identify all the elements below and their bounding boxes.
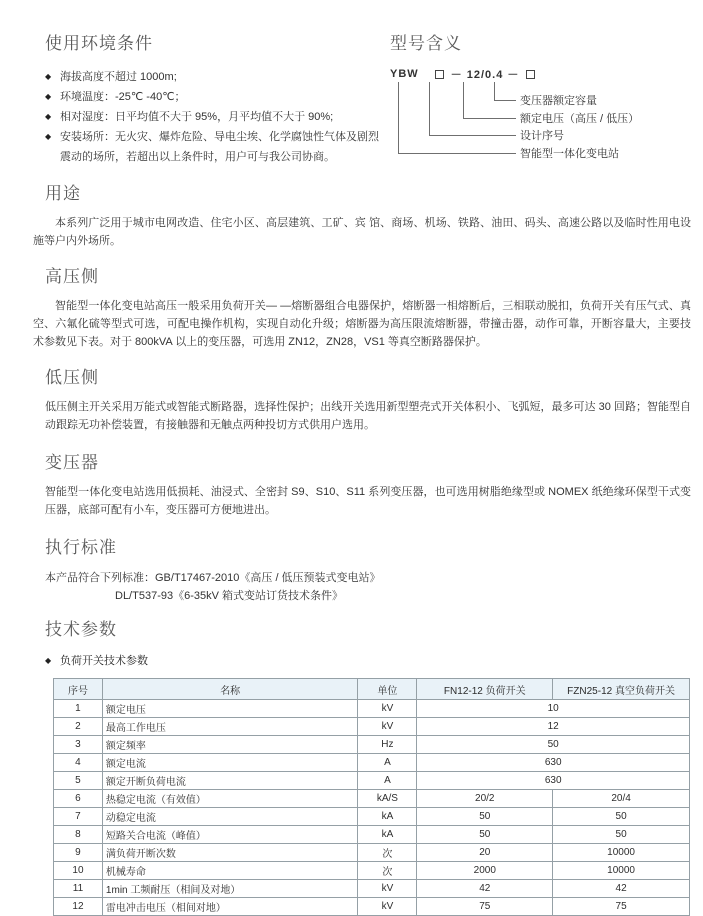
transformer-title: 变压器 — [45, 453, 99, 472]
cell-value: 20/2 — [417, 790, 553, 808]
diamond-bullet-icon: ◆ — [45, 72, 52, 81]
cell-unit: kA — [358, 808, 417, 826]
cell-no: 4 — [54, 754, 103, 772]
cell-name: 短路关合电流（峰值） — [102, 826, 358, 844]
cell-unit: kV — [358, 718, 417, 736]
cell-value: 75 — [553, 898, 690, 916]
model-code-prefix: YBW — [390, 68, 419, 80]
cell-name: 最高工作电压 — [102, 718, 358, 736]
load-switch-params-subtitle — [45, 653, 692, 669]
lv-side-text: 低压侧主开关采用万能式或智能式断路器，选择性保护；出线开关选用新型塑壳式开关体积小、飞弧短，最多可达 30 回路；智能型自动跟踪无功补偿装置，有接触器和无触点两种投切方式供用户选用。 — [45, 401, 691, 431]
cell-unit: kV — [358, 880, 417, 898]
top-section — [45, 33, 692, 167]
cell-name: 1min 工频耐压（相间及对地） — [102, 880, 358, 898]
load-switch-table — [53, 678, 690, 916]
cell-unit: kA — [358, 826, 417, 844]
model-meaning-title: 型号含义 — [390, 34, 462, 53]
diamond-bullet-icon: ◆ — [45, 92, 52, 101]
transformer-text: 智能型一体化变电站选用低损耗、油浸式、全密封 S9、S10、S11 系列变压器，也可选用树脂绝缘型或 NOMEX 纸绝缘环保型干式变压器，底部可配有小车，变压器可方便地进出。 — [45, 486, 691, 516]
header-fn12: FN12-12 负荷开关 — [417, 679, 553, 700]
table-body — [54, 700, 690, 916]
diamond-bullet-icon: ◆ — [45, 112, 52, 121]
table-row — [54, 844, 690, 862]
cell-value: 12 — [417, 718, 690, 736]
subtitle-text: 负荷开关技术参数 — [60, 655, 148, 667]
cell-no: 10 — [54, 862, 103, 880]
transformer-section — [45, 452, 692, 519]
model-code-diagram — [390, 68, 692, 165]
table-row — [54, 826, 690, 844]
table-row — [54, 790, 690, 808]
cell-value: 2000 — [417, 862, 553, 880]
cell-value: 50 — [417, 808, 553, 826]
table-row — [54, 880, 690, 898]
table-row — [54, 736, 690, 754]
cell-name: 额定电流 — [102, 754, 358, 772]
hv-side-section — [33, 266, 692, 351]
purpose-title: 用途 — [45, 184, 81, 203]
cell-no: 8 — [54, 826, 103, 844]
cell-value: 75 — [417, 898, 553, 916]
cell-value: 50 — [417, 826, 553, 844]
hv-side-title: 高压侧 — [45, 267, 99, 286]
diagram-label-voltage: 额定电压（高压 / 低压） — [520, 113, 640, 125]
diagram-label-capacity: 变压器额定容量 — [520, 95, 597, 107]
connector-line — [494, 82, 516, 101]
cell-name: 机械寿命 — [102, 862, 358, 880]
header-no: 序号 — [54, 679, 103, 700]
placeholder-box-icon — [526, 70, 535, 79]
cell-value: 20 — [417, 844, 553, 862]
cell-value: 50 — [553, 808, 690, 826]
cell-unit: 次 — [358, 862, 417, 880]
environment-conditions-section — [45, 33, 390, 167]
table-row — [54, 808, 690, 826]
diagram-label-design-no: 设计序号 — [520, 130, 564, 142]
cell-name: 雷电冲击电压（相间对地） — [102, 898, 358, 916]
cell-value: 42 — [553, 880, 690, 898]
cell-name: 热稳定电流（有效值） — [102, 790, 358, 808]
cell-name: 额定开断负荷电流 — [102, 772, 358, 790]
cell-no: 7 — [54, 808, 103, 826]
list-item — [45, 87, 390, 107]
cell-value: 10000 — [553, 844, 690, 862]
cell-value: 50 — [417, 736, 690, 754]
list-item-text: 安装场所：无火灾、爆炸危险、导电尘埃、化学腐蚀性气体及剧烈震动的场所，若超出以上条件时，用户可与我公司协商。 — [60, 131, 379, 163]
cell-value: 50 — [553, 826, 690, 844]
cell-name: 额定频率 — [102, 736, 358, 754]
list-item — [45, 107, 390, 127]
list-item-text: 海拔高度不超过 1000m; — [60, 71, 177, 83]
cell-value: 10000 — [553, 862, 690, 880]
cell-no: 3 — [54, 736, 103, 754]
table-row — [54, 700, 690, 718]
cell-value: 630 — [417, 754, 690, 772]
table-row — [54, 898, 690, 916]
diamond-bullet-icon: ◆ — [45, 656, 52, 665]
cell-unit: Hz — [358, 736, 417, 754]
standards-line-2: DL/T537-93《6-35kV 箱式变站订货技术条件》 — [115, 590, 343, 602]
cell-value: 42 — [417, 880, 553, 898]
cell-value: 10 — [417, 700, 690, 718]
cell-name: 满负荷开断次数 — [102, 844, 358, 862]
cell-unit: kA/S — [358, 790, 417, 808]
cell-no: 1 — [54, 700, 103, 718]
standards-title: 执行标准 — [45, 538, 117, 557]
header-fzn25: FZN25-12 真空负荷开关 — [553, 679, 690, 700]
cell-no: 9 — [54, 844, 103, 862]
cell-unit: kV — [358, 700, 417, 718]
list-item — [45, 127, 390, 167]
list-item-text: 环境温度：-25℃ -40℃； — [60, 91, 186, 103]
environment-conditions-title: 使用环境条件 — [45, 34, 153, 53]
list-item — [45, 67, 390, 87]
purpose-section — [33, 183, 692, 250]
list-item-text: 相对湿度：日平均值不大于 95%，月平均值不大于 90%; — [60, 111, 334, 123]
table-row — [54, 754, 690, 772]
hv-side-text: 智能型一体化变电站高压一般采用负荷开关— —熔断器组合电器保护，熔断器一相熔断后，三相联动脱扣，负荷开关有压气式、真空、六氟化硫等型式可选，可配电操作机构，实现自动化升级；熔断器为高压限流熔断器，带撞击器，动作可靠，开断容量大，主要技术参数见下表。对于 800kVA 以上的变压器，可选用 ZN12，ZN28，VS1 等真空断路器保护。 — [33, 300, 691, 348]
cell-unit: A — [358, 772, 417, 790]
cell-unit: A — [358, 754, 417, 772]
table-row — [54, 772, 690, 790]
cell-unit: 次 — [358, 844, 417, 862]
purpose-text: 本系列广泛用于城市电网改造、住宅小区、高层建筑、工矿、宾 馆、商场、机场、铁路、油田、码头、高速公路以及临时性用电设施等户内外场所。 — [33, 217, 691, 247]
diagram-label-station: 智能型一体化变电站 — [520, 148, 619, 160]
cell-value: 20/4 — [553, 790, 690, 808]
table-row — [54, 862, 690, 880]
placeholder-box-icon — [435, 70, 444, 79]
cell-value: 630 — [417, 772, 690, 790]
standards-section — [45, 537, 692, 605]
cell-name: 额定电压 — [102, 700, 358, 718]
standards-line-1: 本产品符合下列标准：GB/T17467-2010《高压 / 低压预装式变电站》 — [45, 572, 381, 584]
tech-params-title: 技术参数 — [45, 620, 117, 639]
lv-side-section — [45, 367, 692, 434]
cell-no: 2 — [54, 718, 103, 736]
table-header-row — [54, 679, 690, 700]
model-code-line — [390, 68, 535, 80]
cell-no: 11 — [54, 880, 103, 898]
diamond-bullet-icon: ◆ — [45, 132, 52, 141]
model-code-middle: － 12/0.4 － — [450, 69, 520, 81]
tech-params-section — [45, 619, 692, 916]
table-row — [54, 718, 690, 736]
model-meaning-section — [390, 33, 692, 167]
cell-no: 5 — [54, 772, 103, 790]
cell-unit: kV — [358, 898, 417, 916]
lv-side-title: 低压侧 — [45, 368, 99, 387]
environment-conditions-list — [45, 67, 390, 167]
header-unit: 单位 — [358, 679, 417, 700]
header-name: 名称 — [102, 679, 358, 700]
cell-no: 12 — [54, 898, 103, 916]
cell-no: 6 — [54, 790, 103, 808]
cell-name: 动稳定电流 — [102, 808, 358, 826]
